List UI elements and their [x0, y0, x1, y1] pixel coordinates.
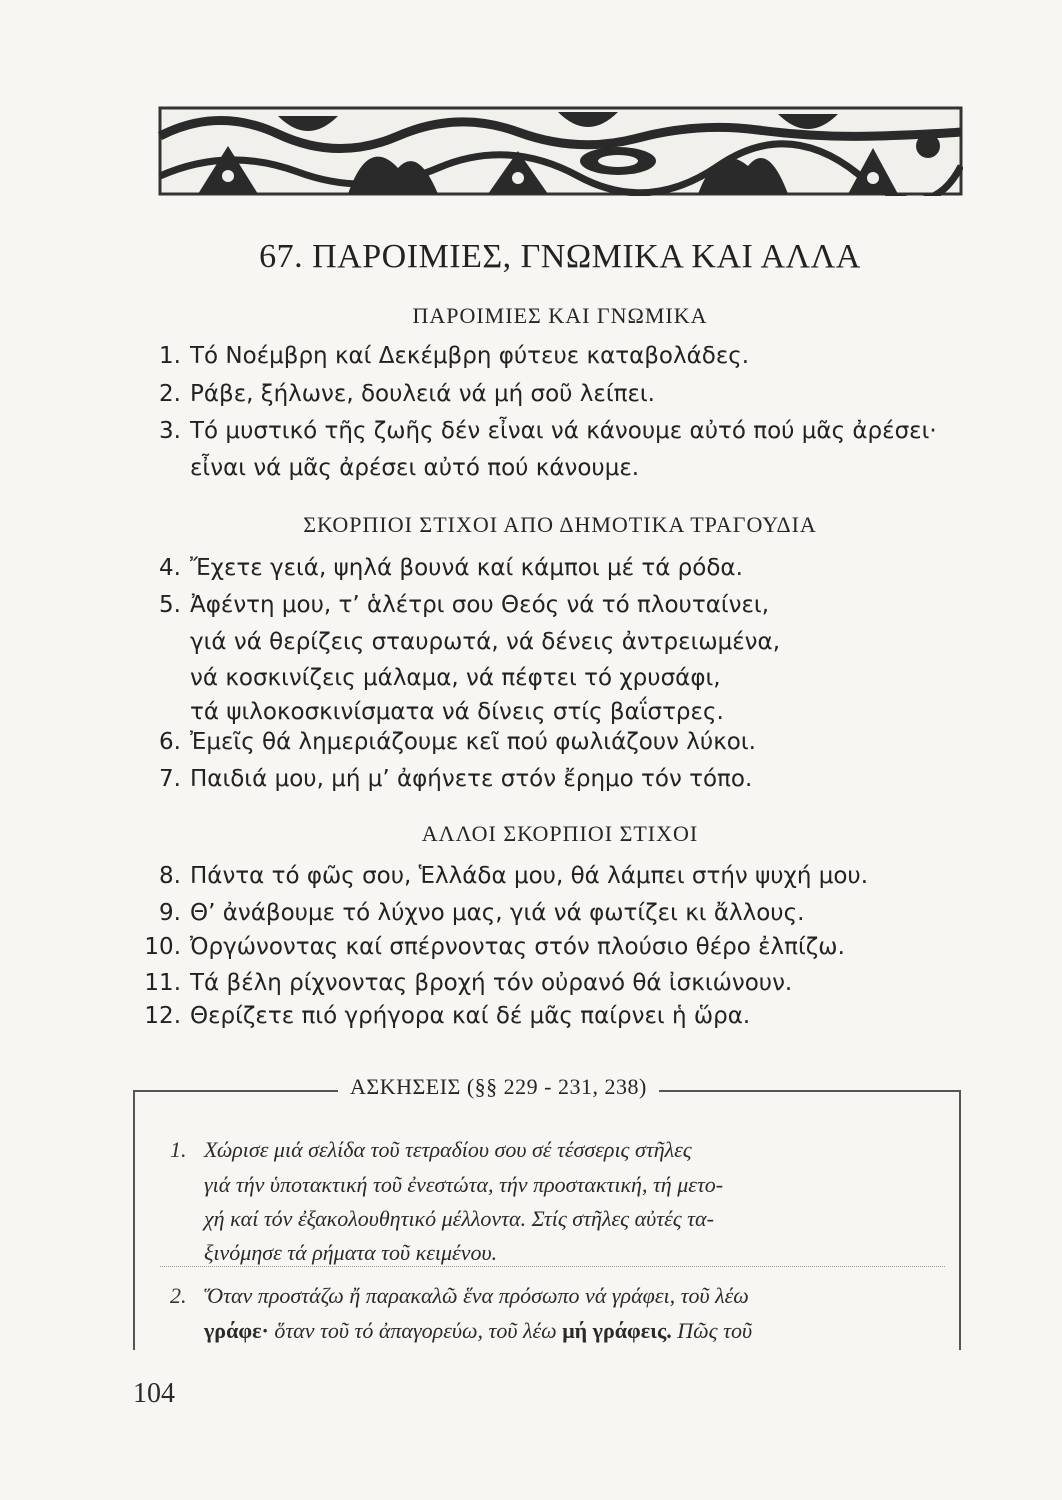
chapter-title: 67. ΠΑΡΟΙΜΙΕΣ, ΓΝΩΜΙΚΑ ΚΑΙ ΑΛΛΑ — [259, 238, 861, 275]
item-text: Ὀργώνοντας καί σπέρνοντας στόν πλούσιο θέρο ἐλπίζω. — [190, 934, 845, 960]
item-number: 6. — [159, 729, 181, 755]
page-number: 104 — [133, 1378, 175, 1409]
item-text: Ἔχετε γειά, ψηλά βουνά καί κάμποι μέ τά ρόδα. — [190, 555, 743, 581]
item-text: Θ’ ἀνάβουμε τό λύχνο μας, γιά νά φωτίζει κι ἄλλους. — [190, 900, 805, 926]
item-number: 12. — [144, 1003, 181, 1029]
exercises-title: ΑΣΚΗΣΕΙΣ (§§ 229 - 231, 238) — [338, 1074, 659, 1100]
item-text: γιά νά θερίζεις σταυρωτά, νά δένεις ἀντρειωμένα, — [190, 629, 781, 655]
item-number: 9. — [159, 900, 181, 926]
item-number: 7. — [159, 766, 181, 792]
item-text: Ἀφέντη μου, τ’ ἁλέτρι σου Θεός νά τό πλουταίνει, — [190, 592, 770, 618]
item-text: Τό Νοέμβρη καί Δεκέμβρη φύτευε καταβολάδες. — [190, 343, 750, 369]
item-number: 5. — [159, 592, 181, 618]
item-number: 1. — [159, 343, 181, 369]
item-text: Τά βέλη ρίχνοντας βροχή τόν οὐρανό θά ἰσκιώνουν. — [190, 970, 793, 996]
exercise-number: 2. — [170, 1283, 187, 1308]
item-text: Θερίζετε πιό γρήγορα καί δέ μᾶς παίρνει ἡ ὥρα. — [190, 1003, 751, 1029]
item-text: εἶναι νά μᾶς ἀρέσει αὐτό πού κάνουμε. — [190, 455, 640, 481]
item-number: 11. — [144, 970, 181, 996]
item-text: Ράβε, ξήλωνε, δουλειά νά μή σοῦ λείπει. — [190, 381, 655, 407]
item-text: τά ψιλοκοσκινίσματα νά δίνεις στίς βαΐστρες. — [190, 699, 724, 725]
item-number: 3. — [159, 418, 181, 444]
exercise-text-line — [204, 1318, 752, 1344]
exercise-text-line: Χώρισε μιά σελίδα τοῦ τετραδίου σου σέ τέσσερις στῆλες — [204, 1137, 692, 1162]
section-title-folk-songs: ΣΚΟΡΠΙΟΙ ΣΤΙΧΟΙ ΑΠΟ ΔΗΜΟΤΙΚΑ ΤΡΑΓΟΥΔΙΑ — [303, 512, 817, 537]
item-number: 10. — [144, 934, 181, 960]
exercise-text-fragment: Πῶς τοῦ — [671, 1318, 753, 1343]
section-title-other-verses: ΑΛΛΟΙ ΣΚΟΡΠΙΟΙ ΣΤΙΧΟΙ — [421, 821, 699, 846]
item-text: Πάντα τό φῶς σου, Ἑλλάδα μου, θά λάμπει στήν ψυχή μου. — [190, 863, 869, 889]
item-text: Ἐμεῖς θά λημεριάζουμε κεῖ πού φωλιάζουν λύκοι. — [190, 729, 756, 755]
decorative-border-ornament — [158, 106, 963, 196]
item-text: Παιδιά μου, μή μ’ ἀφήνετε στόν ἔρημο τόν τόπο. — [190, 766, 753, 792]
exercise-number: 1. — [170, 1137, 187, 1162]
emphasis-text: γράφε· — [204, 1318, 269, 1343]
item-text: νά κοσκινίζεις μάλαμα, νά πέφτει τό χρυσάφι, — [190, 665, 721, 691]
item-number: 8. — [159, 863, 181, 889]
exercise-text-line: χή καί τόν ἐξακολουθητικό μέλλοντα. Στίς στῆλες αὐτές τα- — [204, 1206, 714, 1231]
item-number: 2. — [159, 381, 181, 407]
exercise-text-line: Ὅταν προστάζω ἤ παρακαλῶ ἕνα πρόσωπο νά γράφει, τοῦ λέω — [204, 1283, 749, 1308]
item-number: 4. — [159, 555, 181, 581]
exercise-separator — [160, 1266, 945, 1267]
section-title-proverbs: ΠΑΡΟΙΜΙΕΣ ΚΑΙ ΓΝΩΜΙΚΑ — [412, 303, 708, 328]
exercise-text-line: γιά τήν ὑποτακτική τοῦ ἐνεστώτα, τήν προστακτική, τή μετο- — [204, 1172, 724, 1197]
emphasis-text: μή γράφεις. — [562, 1318, 672, 1343]
exercise-text-line: ξινόμησε τά ρήματα τοῦ κειμένου. — [204, 1240, 498, 1265]
exercise-text-fragment: ὅταν τοῦ τό ἀπαγορεύω, τοῦ λέω — [268, 1318, 563, 1343]
item-text: Τό μυστικό τῆς ζωῆς δέν εἶναι νά κάνουμε αὐτό πού μᾶς ἀρέσει· — [190, 418, 937, 444]
